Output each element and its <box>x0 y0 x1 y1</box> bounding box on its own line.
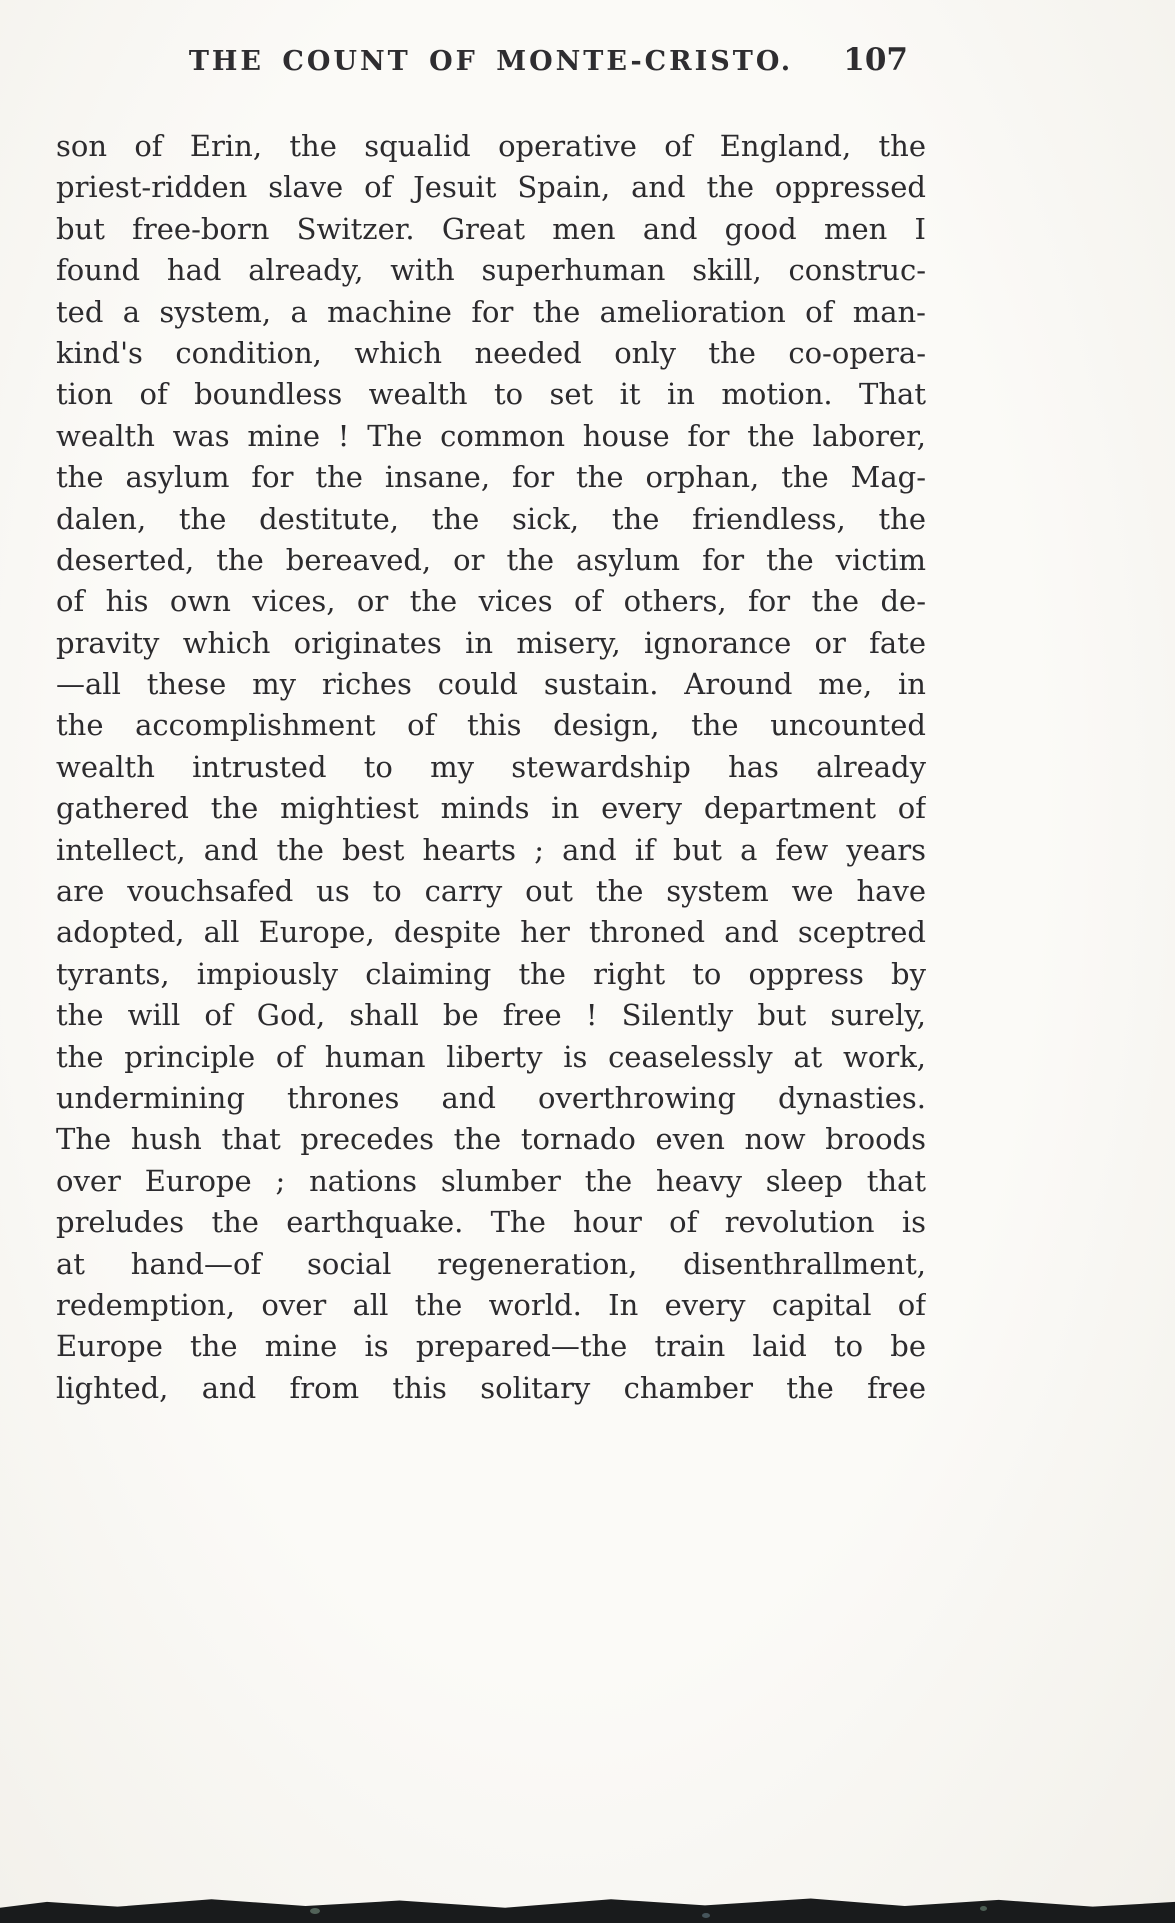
scan-speck <box>702 1913 710 1918</box>
text-line: lighted, and from this solitary chamber the free <box>56 1370 926 1405</box>
text-line: preludes the earthquake. The hour of revolution is <box>56 1205 926 1240</box>
text-line: over Europe ; nations slumber the heavy sleep that <box>56 1163 926 1198</box>
text-line: The hush that precedes the tornado even now broods <box>56 1122 926 1157</box>
scan-edge-shadow <box>0 1889 1175 1923</box>
page-header <box>56 42 926 90</box>
text-line: but free-born Switzer. Great men and good men I <box>56 211 926 246</box>
text-line: the asylum for the insane, for the orphan, the Mag- <box>56 460 926 495</box>
page-number: 107 <box>843 42 908 78</box>
text-line: gathered the mightiest minds in every department of <box>56 791 926 826</box>
text-line: are vouchsafed us to carry out the system we have <box>56 874 926 909</box>
text-line: kind's condition, which needed only the co-opera- <box>56 335 926 370</box>
text-line: wealth was mine ! The common house for the laborer, <box>56 418 926 453</box>
text-line: found had already, with superhuman skill, construc- <box>56 253 926 288</box>
text-line: of his own vices, or the vices of others, for the de- <box>56 584 926 619</box>
text-line: redemption, over all the world. In every capital of <box>56 1287 926 1322</box>
text-line: adopted, all Europe, despite her throned and sceptred <box>56 915 926 950</box>
body-text <box>56 126 926 1409</box>
text-line: the principle of human liberty is ceaselessly at work, <box>56 1039 926 1074</box>
text-line: tion of boundless wealth to set it in motion. That <box>56 377 926 412</box>
text-line: the accomplishment of this design, the uncounted <box>56 708 926 743</box>
running-title: THE COUNT OF MONTE-CRISTO. <box>188 46 794 77</box>
text-line: pravity which originates in misery, ignorance or fate <box>56 625 926 660</box>
text-line: intellect, and the best hearts ; and if but a few years <box>56 832 926 867</box>
scan-speck <box>310 1908 320 1914</box>
text-line: undermining thrones and overthrowing dynasties. <box>56 1080 926 1115</box>
text-line: ted a system, a machine for the amelioration of man- <box>56 294 926 329</box>
text-line: at hand—of social regeneration, disenthrallment, <box>56 1246 926 1281</box>
text-line: —all these my riches could sustain. Around me, in <box>56 667 926 702</box>
text-line: Europe the mine is prepared—the train laid to be <box>56 1329 926 1364</box>
text-line: wealth intrusted to my stewardship has already <box>56 749 926 784</box>
text-line: dalen, the destitute, the sick, the friendless, the <box>56 501 926 536</box>
text-line: priest-ridden slave of Jesuit Spain, and the oppressed <box>56 170 926 205</box>
text-line: the will of God, shall be free ! Silently but surely, <box>56 998 926 1033</box>
scan-speck <box>980 1906 987 1911</box>
text-line: tyrants, impiously claiming the right to oppress by <box>56 956 926 991</box>
text-line: son of Erin, the squalid operative of England, the <box>56 129 926 163</box>
text-line: deserted, the bereaved, or the asylum for the victim <box>56 542 926 577</box>
